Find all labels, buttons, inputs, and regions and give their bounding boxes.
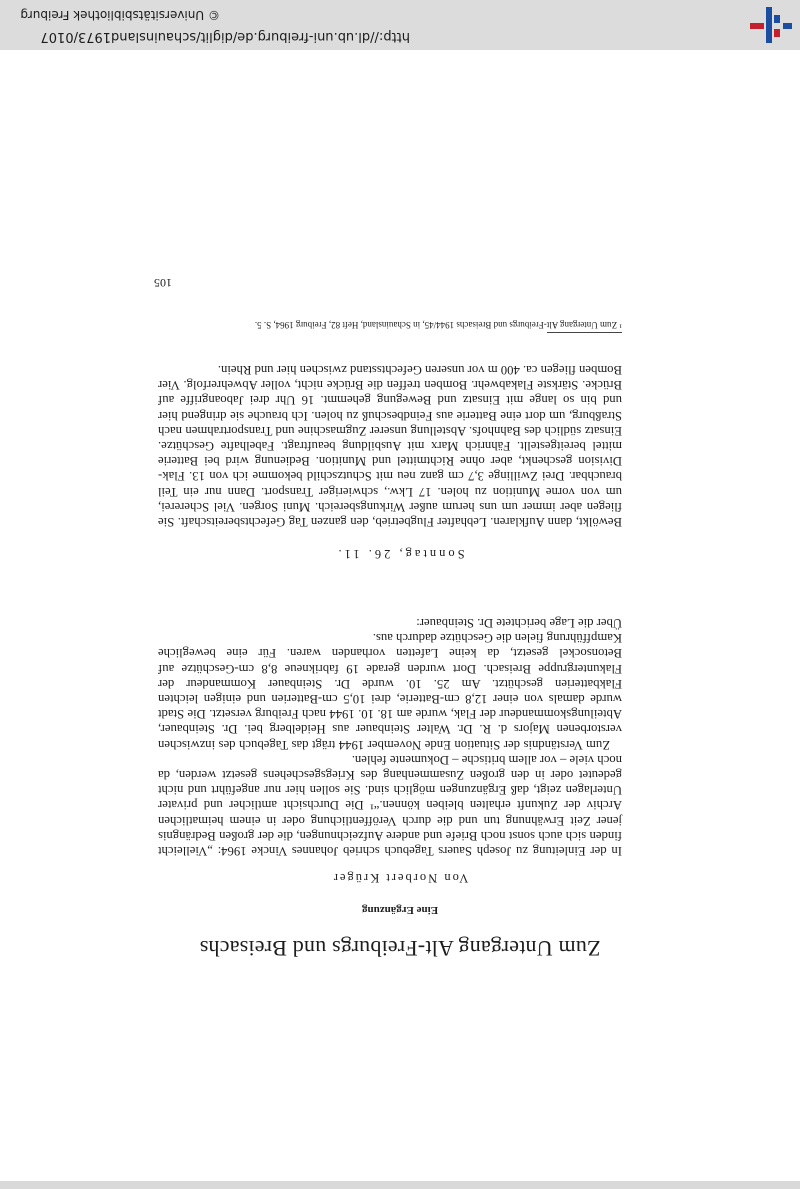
permalink-url[interactable]: http://dl.ub.uni-freiburg.de/diglit/schauinsland1973/0107 <box>40 29 410 44</box>
scanned-page <box>0 50 800 1181</box>
body-text-block-1 <box>158 615 622 858</box>
paragraph-intro: In der Einleitung zu Joseph Sauers Tagebuch schrieb Johannes Vincke 1964: „Vielleicht finden sich auch sonst noch Briefe und andere Aufzeichnungen, die der großen Bedrängnis jener Zeit Erwähnung tun und die durch Veröffentlichung oder in einem heimatlichen Archiv der Zukunft erhalten bleiben können.“¹ Die Durchsicht amtlicher und privater Unterlagen zeigt, daß Ergänzungen möglich sind. Sie sollen hier nur angeführt und nicht gedeutet oder in den großen Zusammenhang des Kriegsgeschehens gesetzt werden, da noch viele – vor allem britische – Dokumente fehlen. <box>158 752 622 858</box>
diary-date-heading: Sonntag, 26. 11. <box>335 547 465 561</box>
footnote-rule <box>547 332 622 333</box>
footnote: ¹ Zum Untergang Alt-Freiburgs und Breisachs 1944/45, in Schauinsland, Heft 82, Freiburg 1964, S. 5. <box>254 320 622 330</box>
paragraph-context: Zum Verständnis der Situation Ende November 1944 trägt das Tagebuch des inzwischen verstorbenen Majors d. R. Dr. Walter Steinbauer aus Heidelberg bei. Dr. Steinbauer, Abteilungskommandeur der Flak, wurde am 18. 10. 1944 nach Freiburg versetzt. Die Stadt wurde damals von einer 12,8 cm-Batterie, drei 10,5 cm-Batterien und einigen leichten Flakbatterien geschützt. Am 25. 10. wurde Dr. Steinbauer Kommandeur der Flakuntergruppe Breisach. Dort wurden gerade 19 fabrikneue 8,8 cm-Geschütze auf Betonsockel gesetzt, da keine Lafetten vorhanden waren. Für eine bewegliche Kampfführung fielen die Geschütze dadurch aus. <box>158 631 622 752</box>
viewer-footer <box>0 0 800 50</box>
article-author: Von Norbert Krüger <box>331 871 469 885</box>
article-subtitle: Eine Ergänzung <box>361 904 439 916</box>
paragraph-diary-entry: Bewölkt, dann Aufklaren. Lebhafter Flugbetrieb, den ganzen Tag Gefechtsbereitschaft. Sie fliegen aber immer um uns herum außer Wirkungsbereich. Muni Sorgen. Viel Schererei, um von vorne Munition zu holen. 17 Lkw., schwieriger Transport. Dann nur ein Teil brauchbar. Drei Zwillinge 3,7 cm ganz neu mit Schutzschild bekomme ich von 13. Flak-Division geschenkt, aber ohne Richtmittel und Munition. Bedienung wird bei Batterie mittel bereitgestellt. Fähnrich Marx mit Ausbildung beauftragt. Fabelhafte Geschütze. Einsatz südlich des Bahnhofs. Abstellung unserer Zugmaschine und Transportrahmen nach Straßburg, um dort eine Batterie aus Feindbeschuß zu holen. Ich brauche sie dringend hier und bin so lange mit Einsatz und Bewegung gehemmt. 16 Uhr drei Jaboangriffe auf Brücke. Stärkste Flakabwehr. Bomben treffen die Brücke nicht, voller Abwehrerfolg. Vier Bomben fliegen ca. 400 m vor unseren Gefechtsstand zwischen hier und Rhein. <box>158 362 622 529</box>
body-text-block-2 <box>158 362 622 529</box>
copyright-notice: © Universitätsbibliothek Freiburg <box>20 8 220 22</box>
paragraph-report-intro: Über die Lage berichtete Dr. Steinbauer: <box>416 615 622 630</box>
article-title: Zum Untergang Alt-Freiburgs und Breisachs <box>199 936 601 961</box>
university-library-logo-icon <box>750 7 792 43</box>
viewer-top-strip <box>0 1181 800 1189</box>
page-number: 105 <box>154 276 172 290</box>
